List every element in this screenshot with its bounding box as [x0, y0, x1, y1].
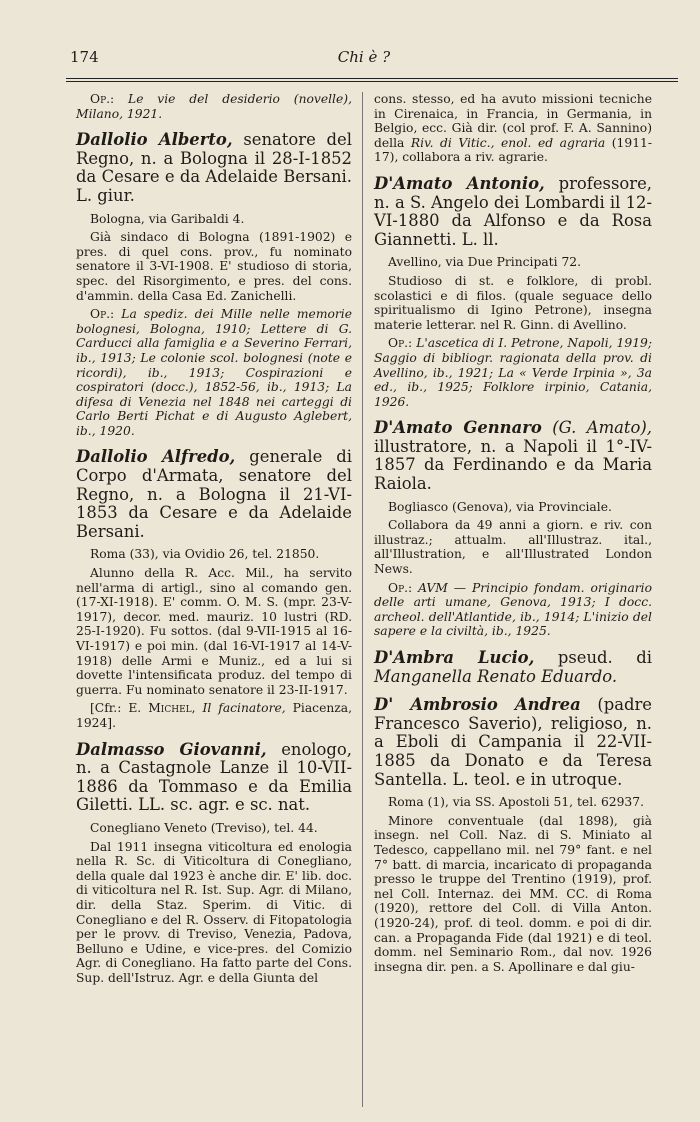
- entry-address: Roma (1), via SS. Apostoli 51, tel. 62937.: [388, 795, 644, 810]
- entry-address: Avellino, via Due Principati 72.: [388, 255, 581, 270]
- entry-heading: D'Amato Gennaro (G. Amato), illustratore, n. a Napoli il 1°-IV-1857 da Ferdinando e da Maria Raiola.: [374, 418, 652, 494]
- header-rule: [66, 78, 678, 79]
- entry-biography: Già sindaco di Bologna (1891-1902) e pres. di quel cons. prov., fu nominato senatore il 3-VI-1908. E' studioso di storia, spec. del Risorgimento, e pres. del cons. d'ammin. della Casa Ed. Zanichelli.: [76, 230, 352, 303]
- entry-works: Op.: AVM — Principio fondam. originario delle arti umane, Genova, 1913; I docc. archeol. dell'Atlantide, ib., 1914; L'inizio del sapere e la civiltà, ib., 1925.: [374, 580, 652, 639]
- entry-works: Op.: L'ascetica di I. Petrone, Napoli, 1919; Saggio di bibliogr. ragionata della prov. di Avellino, ib., 1921; La « Verde Irpinia », 3a ed., ib., 1925; Folklore irpinio, Catania, 1926.: [374, 336, 652, 409]
- entry-works: Op.: La spediz. dei Mille nelle memorie bolognesi, Bologna, 1910; Lettere di G. Carducci alla famiglia e a Severino Ferrari, ib., 1913; Le colonie scol. bolognesi (note e ricordi), ib., 1913; Cospirazioni e cospiratori (docc.), 1852-56, ib., 1913; La difesa di Venezia nel 1848 nei carteggi di Carlo Berti Pichat e di Augusto Aglebert, ib., 1920.: [76, 307, 352, 438]
- entry-biography: Dal 1911 insegna viticoltura ed enologia nella R. Sc. di Viticoltura di Conegliano, della quale dal 1923 è anche dir. E' lib. doc. di viticoltura nel R. Ist. Sup. Agr. di Milano, dir. della Staz. Sperim. di Vitic. di Conegliano e del R. Osserv. di Fitopatologia per le provv. di Treviso, Venezia, Padova, Belluno e Udine, e vice-pres. del Comizio Agr. di Conegliano. Ha fatto parte del Cons. Sup. dell'Istruz. Agr. e della Giunta del: [76, 839, 352, 985]
- entry-heading: D'Amato Antonio, professore, n. a S. Angelo dei Lombardi il 12-VI-1880 da Alfonso e da Rosa Giannetti. L. ll.: [374, 173, 653, 249]
- entry-biography: Alunno della R. Acc. Mil., ha servito nell'arma di artigl., sino al comando gen. (17-XI-1918). E' comm. O. M. S. (mpr. 23-V-1917), decor. med. mauriz. 10 lustri (RD. 25-I-1920). Fu sottos. (dal 9-VII-1915 al 16-VI-1917) e poi min. (dal 16-VI-1917 al 14-V-1918) delle Armi e Muniz., ed a lui si dovette l'intensificata produz. del tempo di guerra. Fu nominato senatore il 23-II-1917.: [76, 566, 352, 697]
- entry-reference: [Cfr.: E. Michel, Il facinatore, Piacenza, 1924].: [76, 701, 352, 730]
- entry-address: Bologna, via Garibaldi 4.: [90, 211, 245, 226]
- page-header: [70, 48, 658, 74]
- entry-continuation: cons. stesso, ed ha avuto missioni tecniche in Cirenaica, in Francia, in Germania, in Belgio, ecc. Già dir. (col prof. F. A. Sannino) della Riv. di Vitic., enol. ed agraria (1911-17), collabora a riv. agrarie.: [374, 92, 652, 165]
- entry-heading: Dallolio Alfredo, generale di Corpo d'Armata, senatore del Regno, n. a Bologna il 21-VI-1853 da Cesare e da Adelaide Bersani.: [76, 447, 352, 541]
- entry-heading: Dallolio Alberto, senatore del Regno, n. a Bologna il 28-I-1852 da Cesare e da Adelaide Bersani. L. giur.: [76, 130, 352, 205]
- column-divider: [362, 92, 363, 1107]
- entry-biography: Studioso di st. e folklore, di probl. scolastici e di filos. (quale seguace dello spiritualismo di Igino Petrone), insegna materie letterar. nel R. Ginn. di Avellino.: [374, 273, 652, 332]
- entry-heading: Dalmasso Giovanni, enologo, n. a Castagnole Lanze il 10-VII-1886 da Tommaso e da Emilia Giletti. LL. sc. agr. e sc. nat.: [76, 739, 352, 815]
- header-rule-thin: [66, 81, 678, 82]
- entry-address: Roma (33), via Ovidio 26, tel. 21850.: [90, 547, 320, 562]
- left-column: [76, 92, 352, 989]
- entry-heading: D' Ambrosio Andrea (padre Francesco Saverio), religioso, n. a Eboli di Campania il 22-VII-1885 da Donato e da Teresa Santella. L. teol. e in utroque.: [374, 695, 652, 789]
- entry-address: Conegliano Veneto (Treviso), tel. 44.: [90, 820, 318, 835]
- entry-biography: Minore conventuale (dal 1898), già insegn. nel Coll. Naz. di S. Miniato al Tedesco, cappellano mil. nel 79° fant. e nel 7° batt. di marcia, incaricato di propaganda presso le truppe del Trentino (1919), prof. nel Coll. Internaz. dei MM. CC. di Roma (1920), rettore del Coll. di Villa Anton. (1920-24), prof. di teol. domm. e poi di dir. can. a Propaganda Fide (dal 1921) e di teol. domm. nel Seminario Rom., dal nov. 1926 insegna dir. pen. a S. Apollinare e dal giu-: [374, 813, 652, 974]
- entry-address: Bogliasco (Genova), via Provinciale.: [388, 499, 612, 514]
- entry-heading: D'Ambra Lucio, pseud. di Manganella Renato Eduardo.: [374, 648, 652, 686]
- right-column: [374, 92, 652, 978]
- page-number: 174: [70, 48, 99, 66]
- running-title: Chi è ?: [337, 48, 391, 66]
- entry-biography: Collabora da 49 anni a giorn. e riv. con illustraz.; attualm. all'Illustraz. ital., all'Illustration, e all'Illustrated London News.: [374, 518, 652, 577]
- entry-works: Op.: Le vie del desiderio (novelle), Milano, 1921.: [76, 92, 352, 121]
